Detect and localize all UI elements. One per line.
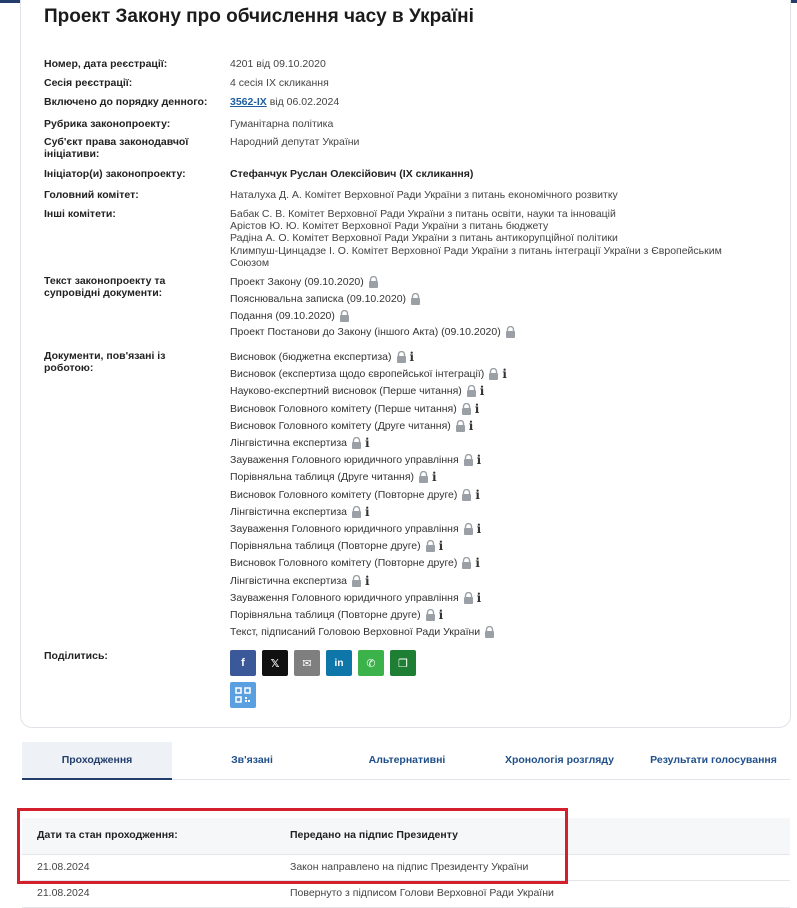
agenda-link[interactable]: 3562-IX <box>230 96 267 108</box>
document-link[interactable]: Проект Закону (09.10.2020) <box>230 276 364 288</box>
lock-icon <box>368 276 379 288</box>
lock-icon <box>425 609 436 621</box>
lock-icon <box>396 351 407 363</box>
other-committee-item: Климпуш-Цинцадзе І. О. Комітет Верховної Ради України з питань інтеграції України з Європейським <box>230 244 722 257</box>
document-link[interactable]: Зауваження Головного юридичного управління <box>230 523 459 535</box>
x-icon: 𝕏 <box>270 657 280 670</box>
lock-icon <box>466 385 477 397</box>
document-item[interactable] <box>230 489 481 501</box>
document-item[interactable] <box>230 437 371 449</box>
document-item[interactable] <box>230 609 445 621</box>
rubric-value: Гуманітарна політика <box>230 118 334 130</box>
lock-icon <box>461 403 472 415</box>
main-committee-label: Головний комітет: <box>44 189 139 201</box>
lock-icon <box>351 506 362 518</box>
lock-icon <box>351 575 362 587</box>
document-link[interactable]: Лінгвістична експертиза <box>230 437 347 449</box>
info-icon[interactable]: i <box>476 522 482 536</box>
info-icon[interactable]: i <box>468 418 474 433</box>
document-link[interactable]: Висновок (експертиза щодо європейської інтеграції) <box>230 368 485 381</box>
row-status: Закон направлено на підпис Президенту України <box>290 861 529 873</box>
linkedin-share-button[interactable] <box>326 650 352 676</box>
lock-icon <box>339 310 350 322</box>
qr-code-button[interactable] <box>230 682 256 708</box>
info-icon[interactable]: i <box>476 590 482 605</box>
copy-link-button[interactable] <box>390 650 416 676</box>
document-item[interactable] <box>230 626 495 638</box>
lock-icon <box>505 326 516 338</box>
document-item[interactable] <box>230 557 481 569</box>
info-icon[interactable]: i <box>438 539 444 554</box>
reg-value: 4201 від 09.10.2020 <box>230 58 326 70</box>
info-icon[interactable]: i <box>364 573 370 588</box>
session-label: Сесія реєстрації: <box>44 77 133 89</box>
docs-label: Документи, пов'язані із роботою: <box>44 350 166 374</box>
lock-icon <box>351 437 362 449</box>
document-link[interactable]: Лінгвістична експертиза <box>230 505 347 518</box>
initiator-label: Ініціатор(и) законопроекту: <box>44 168 186 180</box>
agenda-value <box>230 96 339 108</box>
tab-voting-results[interactable]: Результати голосування <box>650 754 777 766</box>
lock-icon <box>484 626 495 638</box>
lock-icon <box>463 592 474 604</box>
other-committee-item: Союзом <box>230 256 270 269</box>
agenda-date: від 06.02.2024 <box>266 96 340 108</box>
document-link[interactable]: Науково-експертний висновок (Перше читання) <box>230 385 462 398</box>
reg-label: Номер, дата реєстрації: <box>44 58 168 70</box>
lock-icon <box>463 454 474 466</box>
rubric-label: Рубрика законопроекту: <box>44 118 171 130</box>
info-icon[interactable]: i <box>432 470 437 485</box>
session-value: 4 сесія IX скликання <box>230 77 329 89</box>
info-icon[interactable]: i <box>476 453 482 468</box>
document-link[interactable]: Зауваження Головного юридичного управління <box>230 591 459 604</box>
whatsapp-icon: ✆ <box>366 657 376 670</box>
document-item[interactable] <box>230 326 516 338</box>
info-icon[interactable]: i <box>409 350 415 364</box>
document-item[interactable] <box>230 592 483 604</box>
document-item[interactable] <box>230 368 508 380</box>
info-icon[interactable]: i <box>364 436 370 450</box>
document-link[interactable]: Зауваження Головного юридичного управління <box>230 454 459 467</box>
document-link[interactable]: Проект Постанови до Закону (іншого Акта) (09.10.2020) <box>230 326 501 339</box>
document-item[interactable] <box>230 523 483 535</box>
tab-chronology[interactable]: Хронологія розгляду <box>504 754 615 766</box>
document-item[interactable] <box>230 471 438 483</box>
document-item[interactable] <box>230 403 481 415</box>
texts-label: Текст законопроекту та супровідні документи: <box>44 275 166 299</box>
x-share-button[interactable] <box>262 650 288 676</box>
row-status: Повернуто з підписом Голови Верховної Ради України <box>290 887 554 899</box>
info-icon[interactable]: i <box>502 367 507 382</box>
tabs-bar <box>22 742 790 780</box>
facebook-share-button[interactable] <box>230 650 256 676</box>
linkedin-icon: in <box>334 657 344 669</box>
header-dates: Дати та стан проходження: <box>37 829 178 841</box>
other-committee-item: Бабак С. В. Комітет Верховної Ради України з питань освіти, науки та інновацій <box>230 208 616 220</box>
row-date: 21.08.2024 <box>37 887 90 899</box>
document-link[interactable]: Подання (09.10.2020) <box>230 309 335 322</box>
lock-icon <box>463 523 474 535</box>
initiator-value <box>230 168 473 180</box>
document-link[interactable]: Порівняльна таблиця (Друге читання) <box>230 471 415 484</box>
lock-icon <box>410 293 421 305</box>
document-link[interactable]: Висновок Головного комітету (Повторне друге) <box>230 557 458 570</box>
document-link[interactable]: Висновок (бюджетна експертиза) <box>230 351 392 363</box>
document-item[interactable] <box>230 454 483 466</box>
highlight-box <box>17 808 568 884</box>
tab-alternative[interactable]: Альтернативні <box>368 754 446 766</box>
document-link[interactable]: Висновок Головного комітету (Друге читання) <box>230 419 451 432</box>
document-item[interactable] <box>230 575 371 587</box>
lock-icon <box>488 368 499 380</box>
other-committees-list <box>230 208 722 269</box>
document-item[interactable] <box>230 293 421 305</box>
whatsapp-share-button[interactable] <box>358 650 384 676</box>
other-committees-label: Інші комітети: <box>44 208 116 220</box>
other-committee-item: Арістов Ю. Ю. Комітет Верховної Ради України з питань бюджету <box>230 220 549 233</box>
tab-related[interactable]: Зв'язані <box>231 754 273 766</box>
document-item[interactable] <box>230 420 475 432</box>
document-item[interactable] <box>230 351 416 363</box>
other-committee-item: Радіна А. О. Комітет Верховної Ради України з питань антикорупційної політики <box>230 232 618 245</box>
document-link[interactable]: Лінгвістична експертиза <box>230 574 347 587</box>
document-item[interactable] <box>230 540 445 552</box>
facebook-icon: f <box>241 657 245 669</box>
subject-value: Народний депутат України <box>230 136 360 148</box>
info-icon[interactable]: i <box>438 608 444 622</box>
initiator-name: Стефанчук Руслан Олексійович (IX скликання) <box>230 168 474 180</box>
qr-code-icon <box>235 687 251 703</box>
main-committee-value: Наталуха Д. А. Комітет Верховної Ради України з питань економічного розвитку <box>230 189 618 201</box>
page-title: Проект Закону про обчислення часу в Україні <box>44 6 474 27</box>
document-link[interactable]: Текст, підписаний Головою Верховної Ради України <box>230 626 481 639</box>
document-link[interactable]: Висновок Головного комітету (Повторне друге) <box>230 488 458 501</box>
info-icon[interactable]: i <box>479 384 485 399</box>
document-link[interactable]: Порівняльна таблиця (Повторне друге) <box>230 609 421 621</box>
document-item[interactable] <box>230 310 350 322</box>
share-label: Поділитись: <box>44 650 108 662</box>
subject-label: Суб'єкт права законодавчої ініціативи: <box>44 136 189 160</box>
document-link[interactable]: Пояснювальна записка (09.10.2020) <box>230 292 407 305</box>
info-icon[interactable]: i <box>364 504 370 519</box>
table-row <box>22 881 790 908</box>
copy-icon: ❐ <box>398 657 408 670</box>
tab-progress[interactable]: Проходження <box>22 742 172 780</box>
lock-icon <box>455 420 466 432</box>
document-item[interactable] <box>230 506 371 518</box>
document-item[interactable] <box>230 385 486 397</box>
email-icon: ✉ <box>302 657 312 670</box>
email-share-button[interactable] <box>294 650 320 676</box>
row-date: 21.08.2024 <box>37 861 90 873</box>
lock-icon <box>425 540 436 552</box>
document-link[interactable]: Порівняльна таблиця (Повторне друге) <box>230 540 421 553</box>
lock-icon <box>461 557 472 569</box>
document-item[interactable] <box>230 276 379 288</box>
info-icon[interactable]: i <box>474 401 480 416</box>
document-link[interactable]: Висновок Головного комітету (Перше читання) <box>230 402 457 415</box>
lock-icon <box>418 471 429 483</box>
header-status: Передано на підпис Президенту <box>290 829 458 841</box>
info-icon[interactable]: i <box>475 556 480 571</box>
agenda-label: Включено до порядку денного: <box>44 96 208 108</box>
lock-icon <box>461 489 472 501</box>
info-icon[interactable]: i <box>475 487 480 502</box>
